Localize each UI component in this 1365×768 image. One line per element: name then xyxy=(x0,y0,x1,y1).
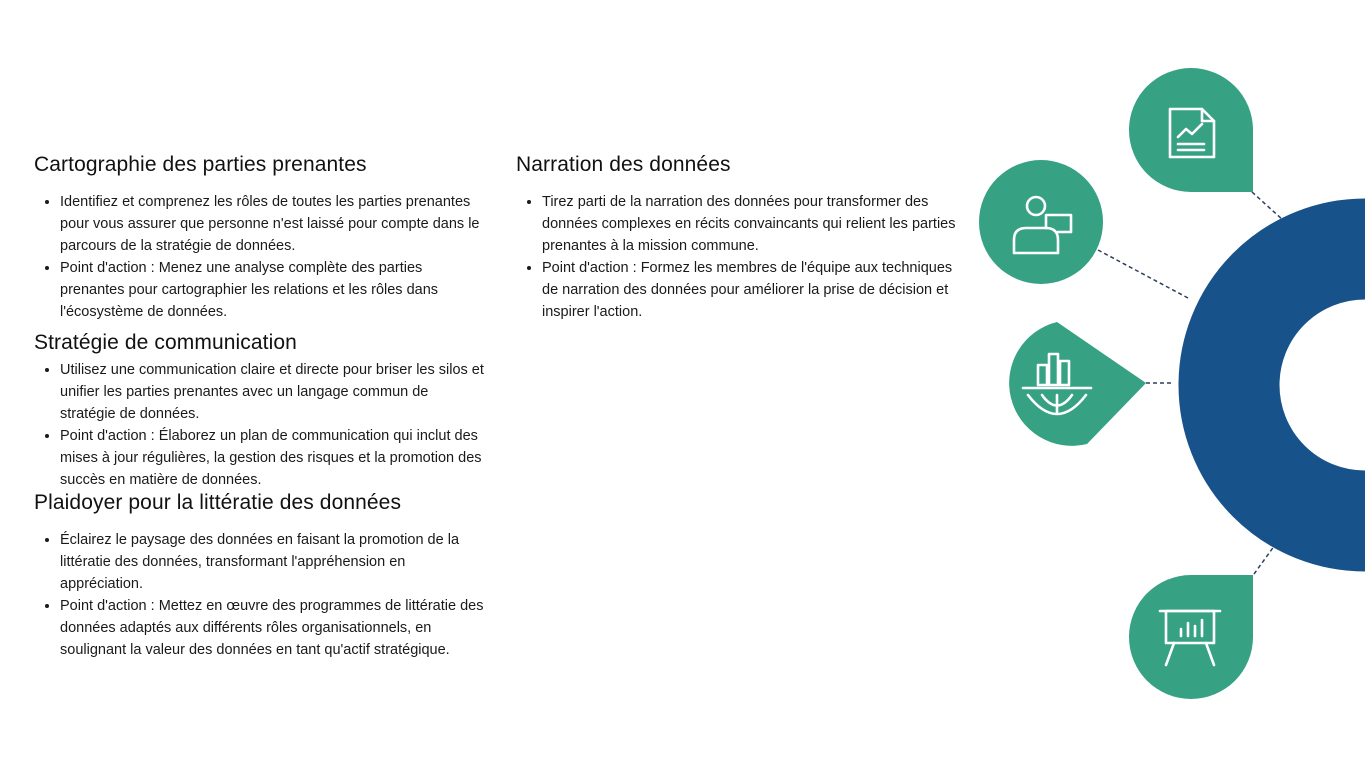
bullet-item: • Point d'action : Formez les membres de l'équipe aux techniques de narration des données pour améliorer la prise de décision et inspirer l'action. xyxy=(542,257,956,323)
section-plaidoyer xyxy=(34,491,484,661)
bullet-item: • Tirez parti de la narration des données pour transformer des données complexes en récits convaincants qui relient les parties prenantes à la mission commune. xyxy=(542,191,956,257)
node-report xyxy=(1129,68,1253,192)
bullet-item: • Point d'action : Mettez en œuvre des programmes de littératie des données adaptés aux différents rôles organisationnels, en soulignant la valeur des données en tant qu'actif stratégique. xyxy=(60,595,484,661)
connector-line xyxy=(1098,250,1188,298)
stakeholder-diagram xyxy=(960,60,1365,710)
node-person xyxy=(979,160,1103,284)
section-title: Stratégie de communication xyxy=(34,331,297,354)
bullet-item: • Éclairez le paysage des données en faisant la promotion de la littératie des données, transformant l'appréhension en appréciation. xyxy=(60,529,484,595)
bullet-item: • Utilisez une communication claire et directe pour briser les silos et unifier les parties prenantes avec un langage commun de stratégie de données. xyxy=(60,359,484,425)
bullet-item: • Identifiez et comprenez les rôles de toutes les parties prenantes pour vous assurer que personne n'est laissé pour compte dans le parcours de la stratégie de données. xyxy=(60,191,484,257)
section-cartographie xyxy=(34,153,484,323)
bullet-list xyxy=(34,191,484,323)
section-communication xyxy=(34,331,484,491)
bullet-list xyxy=(34,359,484,491)
central-ring xyxy=(1229,249,1365,521)
bullet-list xyxy=(516,191,956,323)
bullet-list xyxy=(34,529,484,661)
section-title: Narration des données xyxy=(516,153,731,176)
bullet-item: • Point d'action : Élaborez un plan de communication qui inclut des mises à jour régulières, la gestion des risques et la promotion des succès en matière de données. xyxy=(60,425,484,491)
section-title: Cartographie des parties prenantes xyxy=(34,153,367,176)
section-narration xyxy=(516,153,956,323)
section-title: Plaidoyer pour la littératie des données xyxy=(34,491,402,514)
node-presentation xyxy=(1129,575,1253,699)
node-globe xyxy=(1009,322,1146,446)
bullet-item: • Point d'action : Menez une analyse complète des parties prenantes pour cartographier les relations et les rôles dans l'écosystème de données. xyxy=(60,257,484,323)
